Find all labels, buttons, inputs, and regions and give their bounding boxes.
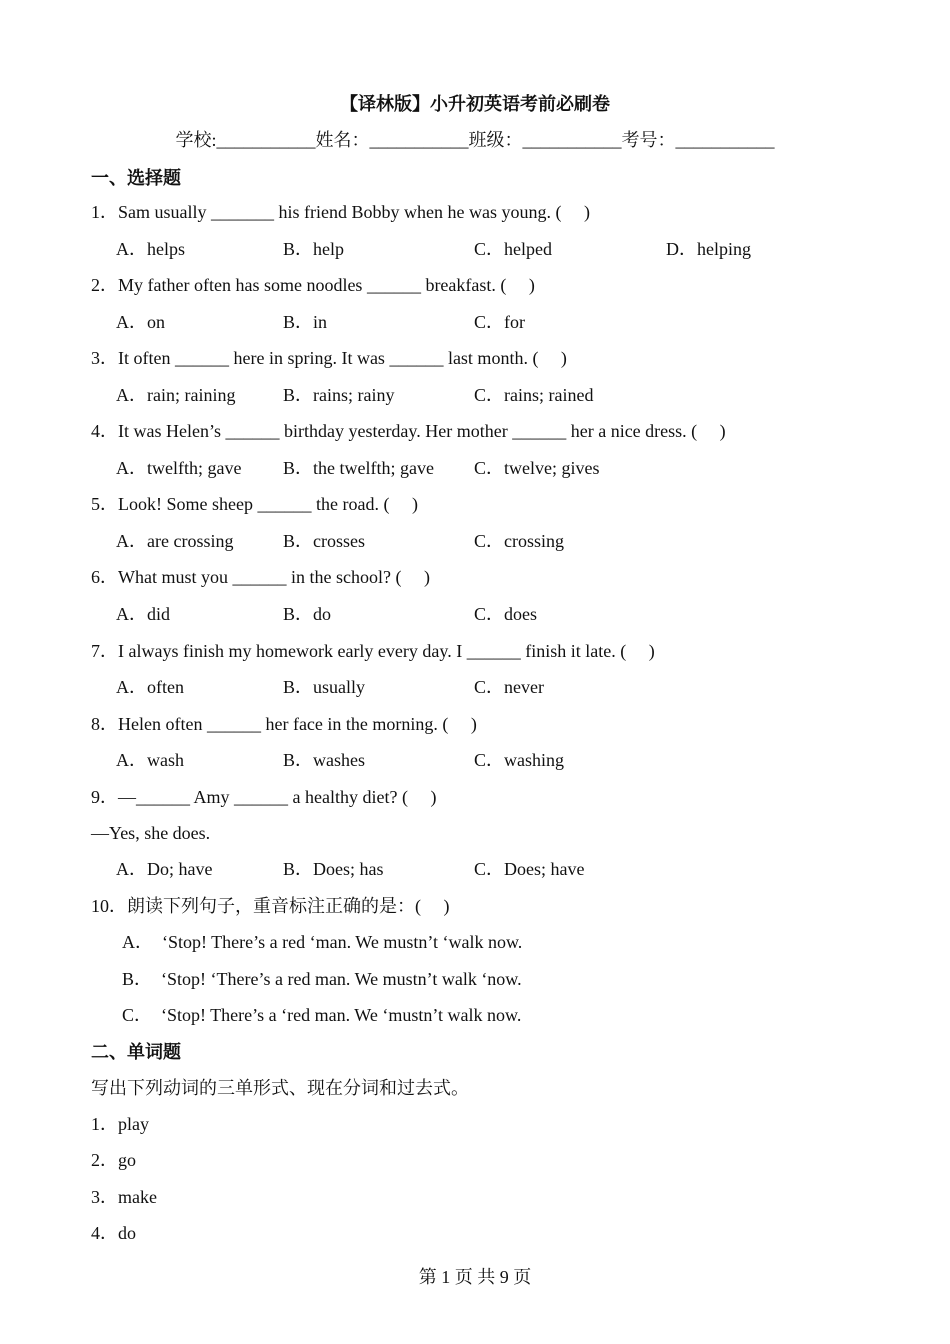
question-9-stem: 9．—______ Amy ______ a healthy diet? ( ) xyxy=(91,787,437,807)
question-6-option-a: A．did xyxy=(116,604,170,624)
question-2-option-b: B．in xyxy=(283,312,328,332)
section-2-instruction: 写出下列动词的三单形式、现在分词和过去式。 xyxy=(91,1078,469,1098)
word-item-3: 3．make xyxy=(91,1187,157,1207)
section-heading-choice: 一、选择题 xyxy=(91,168,181,188)
question-8-stem: 8．Helen often ______ her face in the morning. ( ) xyxy=(91,714,477,734)
question-9-reply: —Yes, she does. xyxy=(91,823,211,843)
page-number-footer: 第 1 页 共 9 页 xyxy=(418,1267,532,1287)
word-item-1: 1．play xyxy=(91,1114,149,1134)
question-1-stem: 1．Sam usually _______ his friend Bobby when he was young. ( ) xyxy=(91,202,590,222)
question-4-option-b: B．the twelfth; gave xyxy=(283,458,434,478)
question-1-option-d: D．helping xyxy=(666,239,751,259)
question-10-option-c: C． ‘Stop! There’s a ‘red man. We ‘mustn’t walk now. xyxy=(122,1005,522,1025)
question-9-option-c: C．Does; have xyxy=(474,859,585,879)
question-2-stem: 2．My father often has some noodles ______ breakfast. ( ) xyxy=(91,275,535,295)
page-title: 【译林版】小升初英语考前必刷卷 xyxy=(340,94,610,114)
question-3-option-c: C．rains; rained xyxy=(474,385,594,405)
question-4-option-a: A．twelfth; gave xyxy=(116,458,242,478)
question-10-option-a: A． ‘Stop! There’s a red ‘man. We mustn’t ‘walk now. xyxy=(122,932,523,952)
question-5-option-c: C．crossing xyxy=(474,531,564,551)
question-6-option-b: B．do xyxy=(283,604,332,624)
question-7-option-b: B．usually xyxy=(283,677,366,697)
question-4-option-c: C．twelve; gives xyxy=(474,458,600,478)
question-6-stem: 6．What must you ______ in the school? ( ) xyxy=(91,567,430,587)
question-2-option-c: C．for xyxy=(474,312,525,332)
question-1-option-c: C．helped xyxy=(474,239,552,259)
question-10-stem: 10．朗读下列句子，重音标注正确的是：( ) xyxy=(91,896,450,916)
question-5-option-a: A．are crossing xyxy=(116,531,234,551)
question-8-option-a: A．wash xyxy=(116,750,184,770)
question-5-stem: 5．Look! Some sheep ______ the road. ( ) xyxy=(91,494,418,514)
question-9-option-b: B．Does; has xyxy=(283,859,384,879)
question-7-option-c: C．never xyxy=(474,677,544,697)
word-item-2: 2．go xyxy=(91,1150,136,1170)
question-3-option-b: B．rains; rainy xyxy=(283,385,395,405)
question-10-option-b: B． ‘Stop! ‘There’s a red man. We mustn’t walk ‘now. xyxy=(122,969,522,989)
question-9-option-a: A．Do; have xyxy=(116,859,213,879)
question-2-option-a: A．on xyxy=(116,312,165,332)
section-heading-vocabulary: 二、单词题 xyxy=(91,1042,181,1062)
student-info-line: 学校:___________姓名：___________班级：___________考号：___________ xyxy=(175,130,775,150)
word-item-4: 4．do xyxy=(91,1223,136,1243)
question-3-stem: 3．It often ______ here in spring. It was ______ last month. ( ) xyxy=(91,348,567,368)
question-6-option-c: C．does xyxy=(474,604,537,624)
question-5-option-b: B．crosses xyxy=(283,531,365,551)
question-1-option-a: A．helps xyxy=(116,239,185,259)
question-1-option-b: B．help xyxy=(283,239,344,259)
question-7-stem: 7．I always finish my homework early every day. I ______ finish it late. ( ) xyxy=(91,641,655,661)
question-8-option-c: C．washing xyxy=(474,750,564,770)
question-8-option-b: B．washes xyxy=(283,750,365,770)
question-7-option-a: A．often xyxy=(116,677,184,697)
question-4-stem: 4．It was Helen’s ______ birthday yesterday. Her mother ______ her a nice dress. ( ) xyxy=(91,421,726,441)
question-3-option-a: A．rain; raining xyxy=(116,385,236,405)
